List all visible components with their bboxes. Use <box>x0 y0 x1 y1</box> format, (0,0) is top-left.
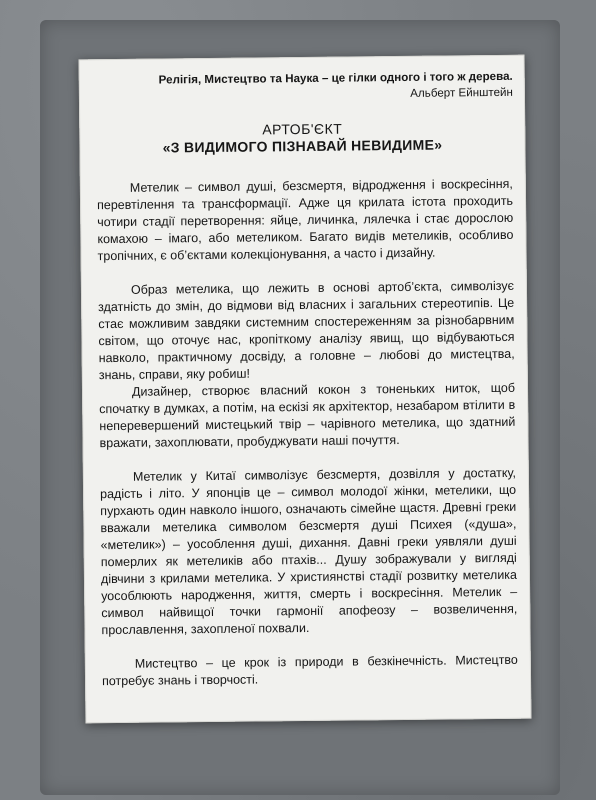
paragraph: Образ метелика, що лежить в основі артоб’єкта, символізує здатність до змін, до відмови від власних і загальних стереотипів. Це стає можливим завдяки системним спостереженням за різнобарвним світом, що оточує нас, кропіткому аналізу явищ, що відбуваються навколо, практичному досвіду, а головне – любові до мистецтва, знань, справи, яку робиш! <box>98 278 515 383</box>
title-line-1: АРТОБ'ЄКТ <box>262 120 343 138</box>
epigraph-text: Релігія, Мистецтво та Наука – це гілки одного і того ж дерева. <box>158 69 513 87</box>
plaque-body <box>97 176 518 690</box>
epigraph-author: Альберт Ейнштейн <box>410 85 513 100</box>
paragraph: Дизайнер, створює власний кокон з тоненьких ниток, щоб спочатку в думках, а потім, на ескізі як архітектор, незабаром втілити в неперевершений мистецький твір – чарівного метелика, що здатний вражати, захоплювати, пробуджувати наші почуття. <box>99 380 516 451</box>
epigraph <box>93 69 513 105</box>
paragraph: Метелик – символ душі, безсмертя, відродження і воскресіння, перевтілення та трансформації. Адже ця крилата істота проходить чотири стадії перетворення: яйце, личинка, лялечка і стає дорослою комахою – імаго, або метеликом. Багато видів метеликів, особливо тропічних, є об’єктами колекціонування, а часто і дизайну. <box>96 176 514 264</box>
paragraph: Мистецтво – це крок із природи в безкінечність. Мистецтво потребує знань і творчості. <box>101 652 518 689</box>
paragraph: Метелик у Китаї символізує безсмертя, дозвілля у достатку, радість і літо. У японців це – символ молодої жінки, метелики, що пурхають один навколо іншого, означають сімейне щастя. Древні греки вважали метелика символом безсмертя душі Психея («душа», «метелик») – уособлення душі, дихання. Давні греки уявляли душі померлих як метеликів або птахів... Душу зображували у вигляді дівчини з крилами метелика. У християнстві стадії розвитку метелика уособлюють народження, життя, смерть і воскресіння. Метелик – символ найвищої точки гармонії апофеозу – возвеличення, прославлення, захопленої похвали. <box>100 465 518 638</box>
info-plaque <box>79 55 532 724</box>
title-line-2: «З ВИДИМОГО ПІЗНАВАЙ НЕВИДИМЕ» <box>162 136 443 156</box>
